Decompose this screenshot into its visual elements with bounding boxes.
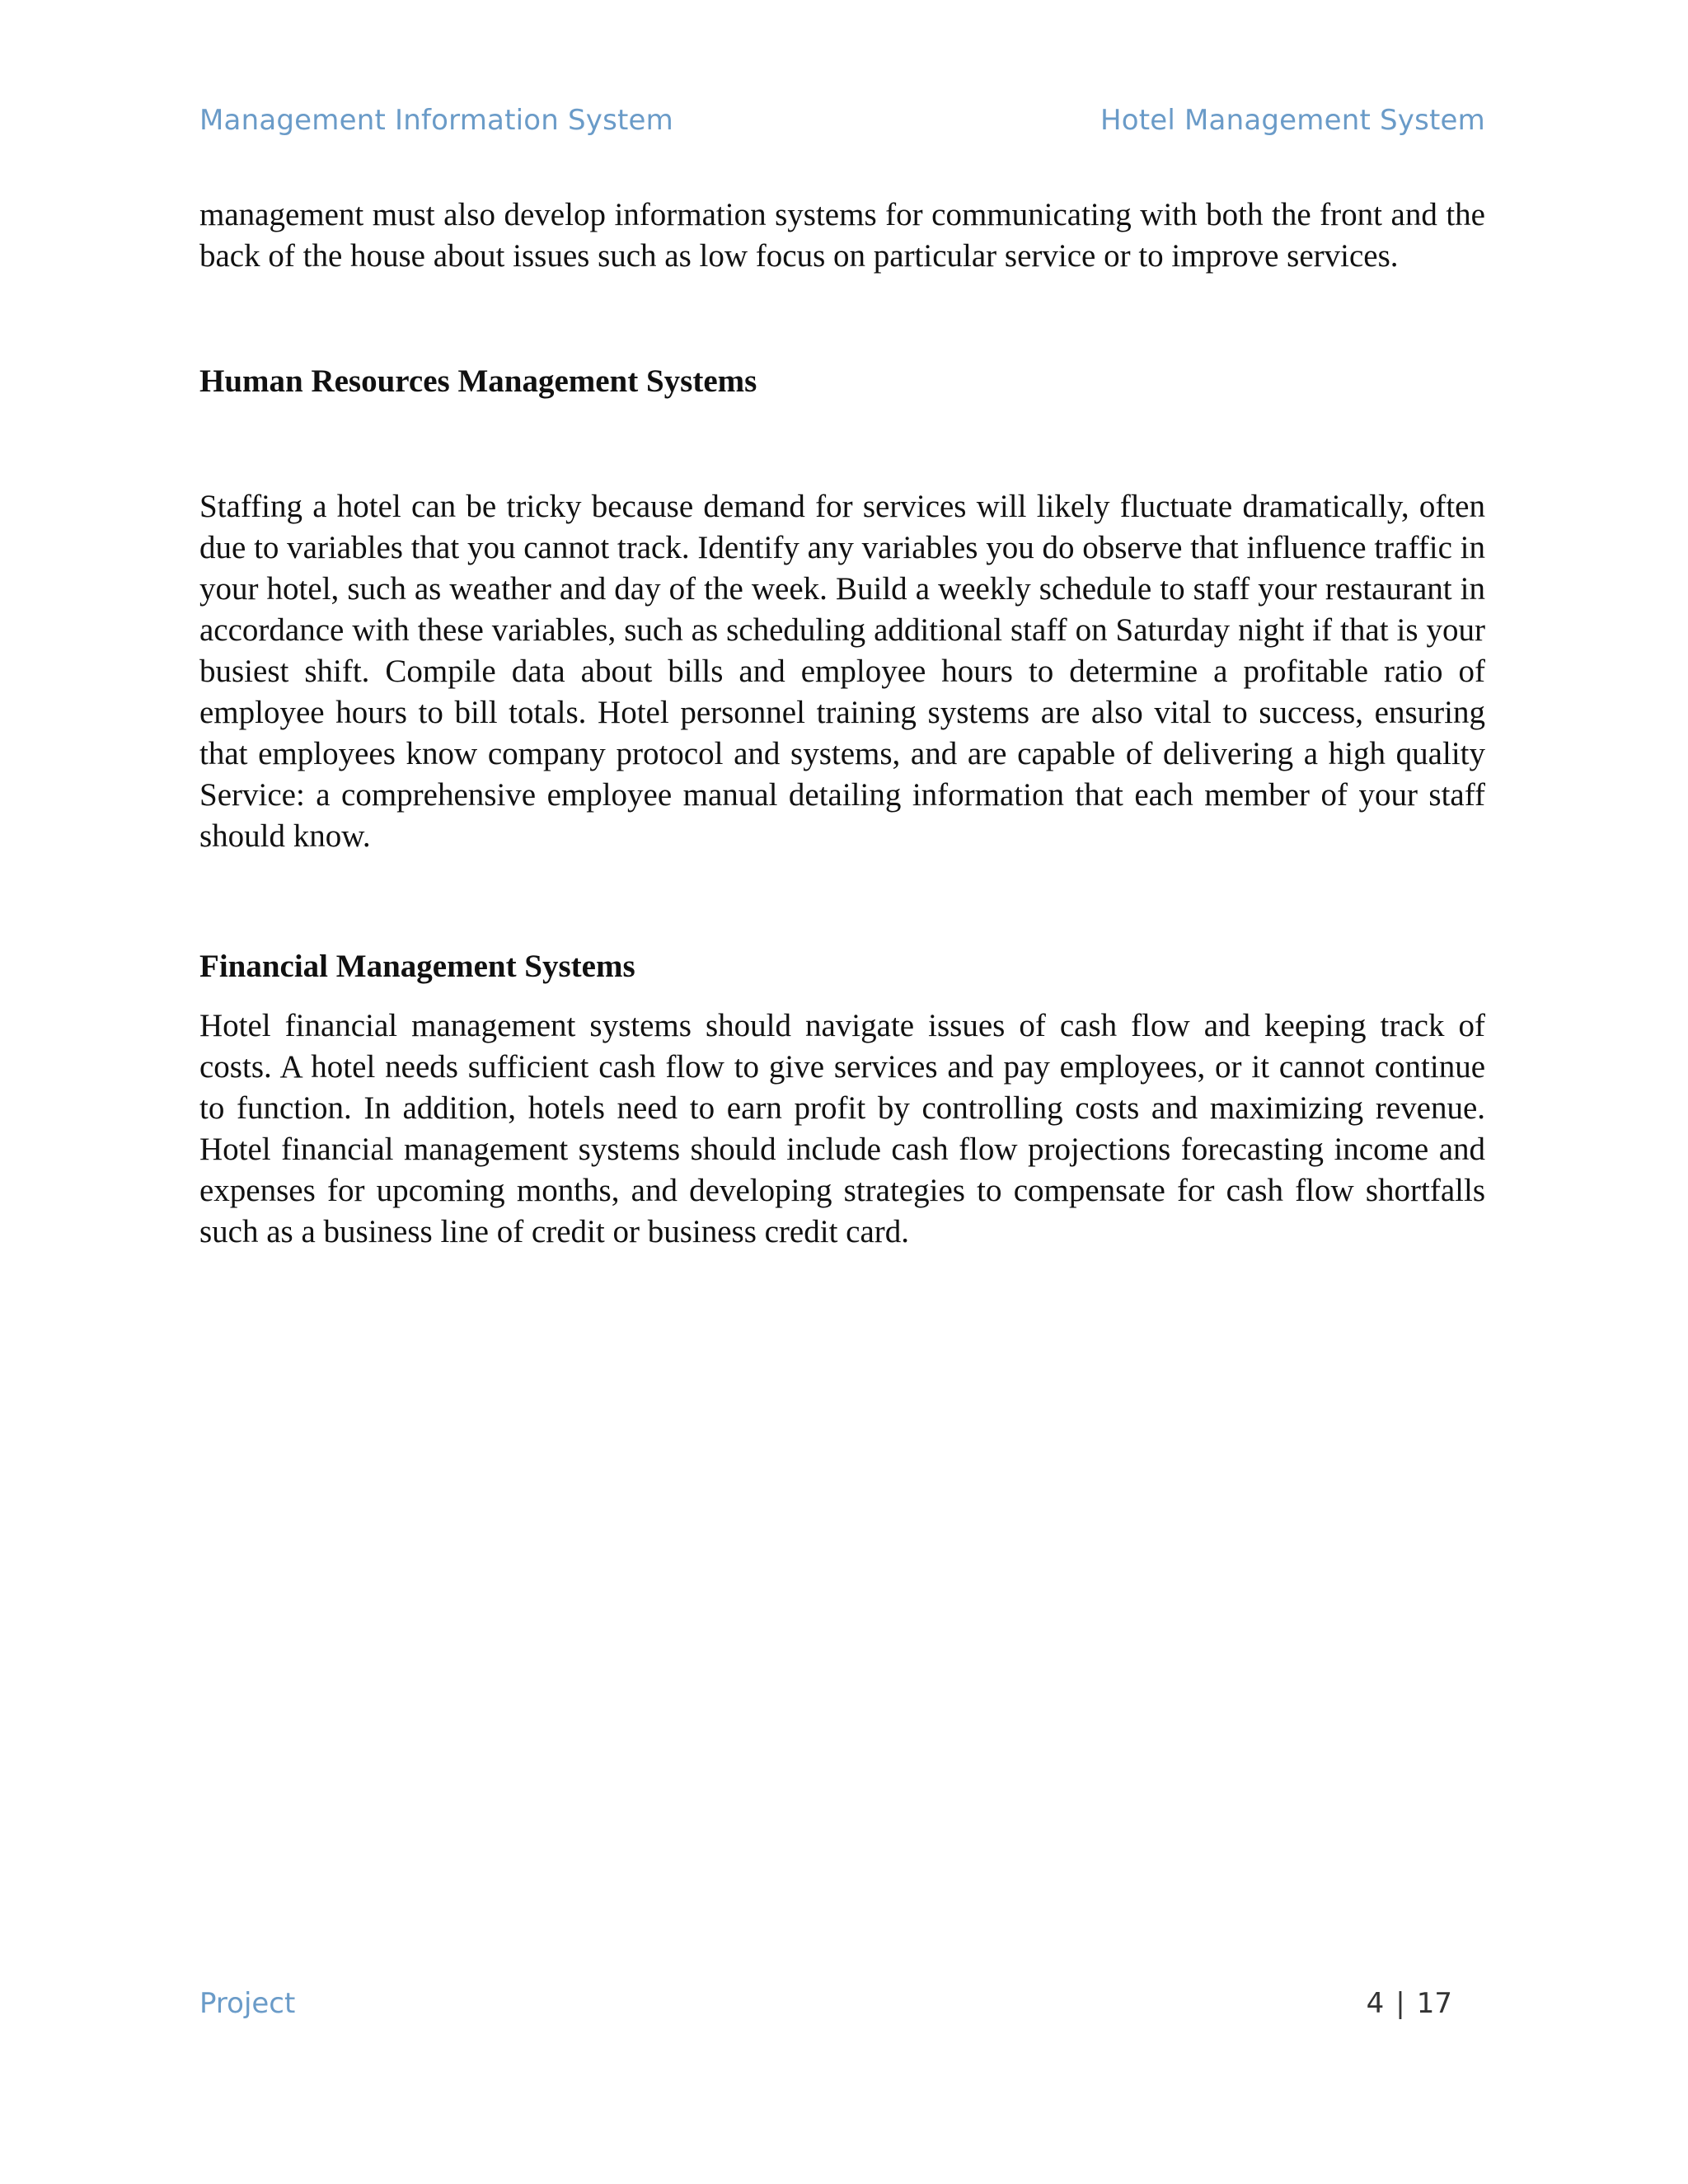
section-heading-human-resources: Human Resources Management Systems bbox=[199, 363, 757, 399]
page-body bbox=[199, 194, 1485, 1253]
header-left-title: Management Information System bbox=[199, 104, 673, 137]
page-header bbox=[199, 97, 1485, 143]
page-separator: | bbox=[1395, 1987, 1405, 2020]
footer-label: Project bbox=[199, 1987, 296, 2020]
total-pages: 17 bbox=[1416, 1987, 1452, 2020]
section-heading-financial: Financial Management Systems bbox=[199, 949, 635, 984]
paragraph-human-resources: Staffing a hotel can be tricky because demand for services will likely fluctuate dramatically, often due to variables that you cannot track. Identify any variables you do observe that influence traffic in your hotel, such as weather and day of the week. Build a weekly schedule to staff your restaurant in accordance with these variables, such as scheduling additional staff on Saturday night if that is your busiest shift. Compile data about bills and employee hours to determine a profitable ratio of employee hours to bill totals. Hotel personnel training systems are also vital to success, ensuring that employees know company protocol and systems, and are capable of delivering a high quality Service: a comprehensive employee manual detailing information that each member of your staff should know. bbox=[199, 489, 1485, 854]
page-footer bbox=[199, 1980, 1452, 2027]
page-number-indicator bbox=[1367, 1987, 1452, 2020]
header-right-title: Hotel Management System bbox=[1100, 104, 1485, 137]
current-page-number: 4 bbox=[1366, 1987, 1385, 2020]
paragraph-financial: Hotel financial management systems should navigate issues of cash flow and keeping track of costs. A hotel needs sufficient cash flow to give services and pay employees, or it cannot continue to function. In addition, hotels need to earn profit by controlling costs and maximizing revenue. Hotel financial management systems should include cash flow projections forecasting income and expenses for upcoming months, and developing strategies to compensate for cash flow shortfalls such as a business line of credit or business credit card. bbox=[199, 1008, 1485, 1249]
paragraph-continuation: management must also develop information systems for communicating with both the front and the back of the house about issues such as low focus on particular service or to improve services. bbox=[199, 197, 1485, 274]
